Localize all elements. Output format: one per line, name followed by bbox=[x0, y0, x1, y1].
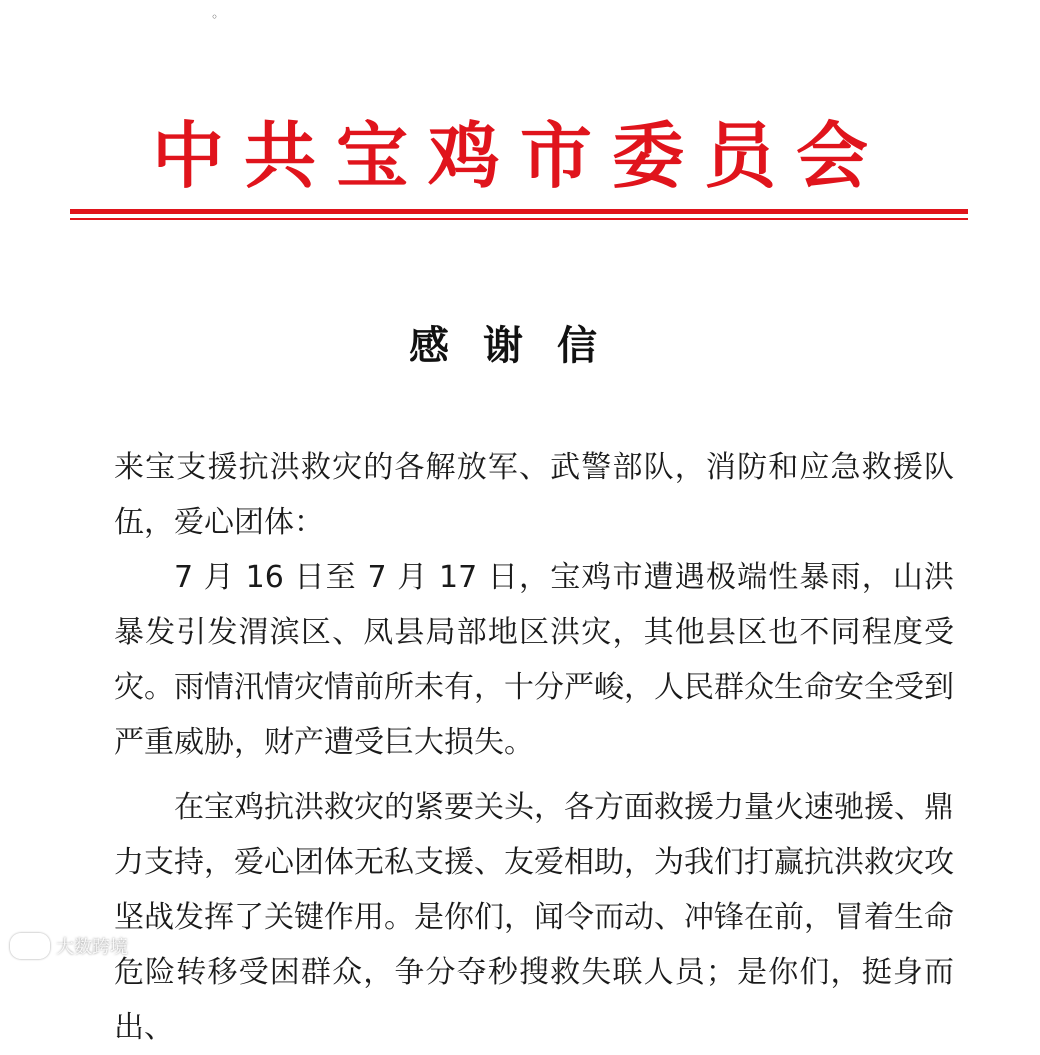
letter-paragraph-2: 在宝鸡抗洪救灾的紧要关头，各方面救援力量火速驰援、鼎力支持，爱心团体无私支援、友爱相助，为我们打赢抗洪救灾攻坚战发挥了关键作用。是你们，闻令而动、冲锋在前，冒着生命危险转移受困群众，争分夺秒搜救失联人员；是你们，挺身而出、 bbox=[114, 790, 954, 1045]
letter-paragraph-1: 7 月 16 日至 7 月 17 日，宝鸡市遭遇极端性暴雨，山洪暴发引发渭滨区、凤县局部地区洪灾，其他县区也不同程度受灾。雨情汛情灾情前所未有，十分严峻，人民群众生命安全受到严重威胁，财产遭受巨大损失。 bbox=[114, 560, 954, 760]
masthead-rule-thick bbox=[70, 209, 968, 214]
letter-body bbox=[114, 440, 954, 1055]
scan-speck: ◦ bbox=[211, 10, 219, 24]
letter-salutation: 来宝支援抗洪救灾的各解放军、武警部队，消防和应急救援队伍，爱心团体： bbox=[114, 450, 954, 540]
masthead-rule-thin bbox=[70, 218, 968, 220]
watermark-logo-icon bbox=[10, 933, 50, 959]
watermark bbox=[10, 933, 128, 959]
watermark-text: 大数跨境 bbox=[56, 937, 128, 958]
letter-title: 感谢信 bbox=[409, 323, 631, 369]
masthead-title: 中共宝鸡市委员会 bbox=[151, 114, 888, 198]
masthead bbox=[0, 114, 1040, 198]
